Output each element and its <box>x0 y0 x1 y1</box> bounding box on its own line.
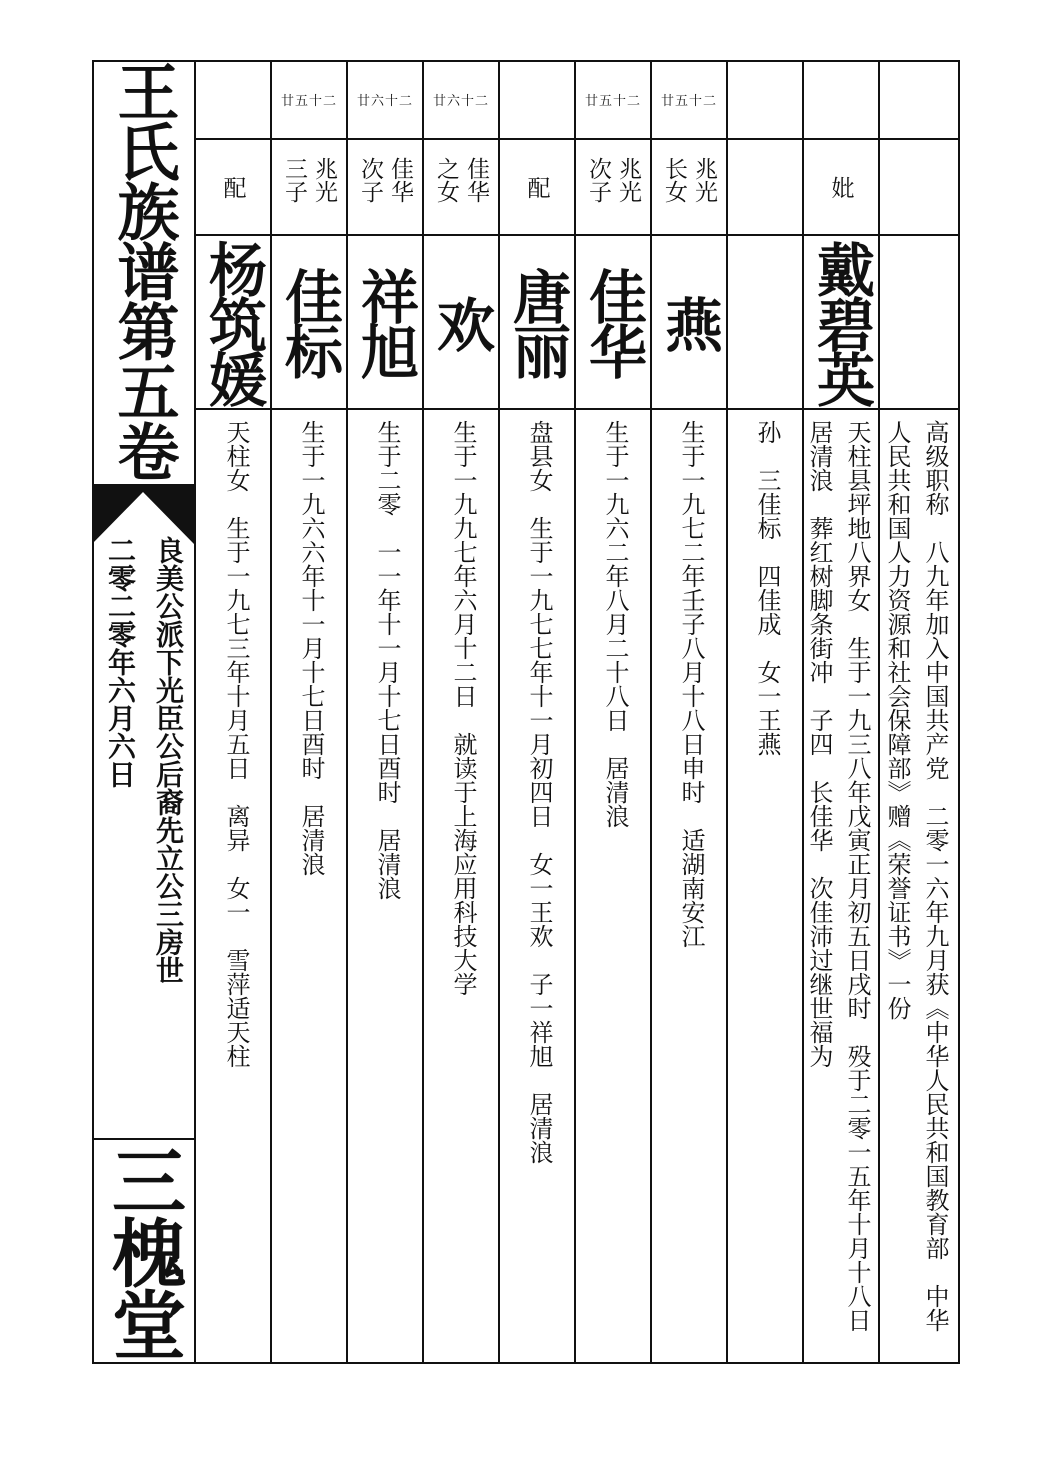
generation-cell <box>728 60 802 138</box>
relation-cell <box>728 140 802 234</box>
hall-name: 三槐堂 <box>100 1143 186 1359</box>
generation-cell <box>196 60 270 138</box>
biography-text: 盘县女 生于一九七七年十一月初四日 女一王欢 子一祥旭 居清浪 <box>525 420 553 1164</box>
relation-cell: 佳华次子 <box>357 157 413 203</box>
generation-cell <box>804 60 878 138</box>
relation-cell: 兆光长女 <box>661 157 717 203</box>
biography-text: 生于一九六二年八月二十八日 居清浪 <box>601 420 629 828</box>
biography-text: 生于二零 一一年十一月十七日酉时 居清浪 <box>373 420 401 900</box>
relation-cell: 配 <box>523 175 550 199</box>
spine-column <box>92 60 196 1362</box>
person-name-cell: 佳华 <box>579 267 647 377</box>
lineage-subtitle: 良美公派下光臣公后裔先立公三房世 <box>152 536 185 984</box>
relation-cell: 配 <box>219 175 246 199</box>
person-name-cell: 燕 <box>655 294 723 350</box>
biography-text: 生于一九六六年十一月十七日酉时 居清浪 <box>297 420 325 876</box>
biography-text: 天柱县坪地八界女 生于一九三八年戊寅正月初五日戌时 殁于二零一五年十月十八日 居清浪 葬红树脚条街冲 子四 长佳华 次佳沛过继世福为 <box>805 420 871 1356</box>
generation-cell: 廿五十二 <box>280 93 337 109</box>
compile-date: 二零二零年六月六日 <box>104 536 137 788</box>
generation-cell: 廿六十二 <box>356 93 413 109</box>
relation-cell: 兆光次子 <box>585 157 641 203</box>
person-name-cell: 唐丽 <box>503 267 571 377</box>
volume-title: 王氏族谱第五卷 <box>107 60 180 480</box>
person-name-cell: 杨筑媛 <box>199 239 267 405</box>
relation-cell: 兆光三子 <box>281 157 337 203</box>
person-name-cell <box>880 236 956 408</box>
generation-cell <box>880 60 956 138</box>
hall-divider <box>92 1138 194 1140</box>
person-name-cell <box>728 236 802 408</box>
generation-cell: 廿六十二 <box>432 93 489 109</box>
relation-cell: 佳华之女 <box>433 157 489 203</box>
person-name-cell: 佳标 <box>275 267 343 377</box>
biography-text: 天柱女 生于一九七三年十月五日 离异 女一 雪萍适天柱 <box>222 420 250 1068</box>
row-divider <box>194 408 958 410</box>
biography-text: 孙 三佳标 四佳成 女一王燕 <box>753 420 781 756</box>
biography-text: 生于一九七二年壬子八月十八日申时 适湖南安江 <box>677 420 705 948</box>
genealogy-page <box>92 60 958 1362</box>
relation-cell <box>880 140 956 234</box>
person-name-cell: 祥旭 <box>351 267 419 377</box>
biography-text: 生于一九九七年六月十二日 就读于上海应用科技大学 <box>449 420 477 996</box>
generation-cell: 廿五十二 <box>584 93 641 109</box>
biography-text: 高级职称 八九年加入中国共产党 二零一六年九月获《中华人民共和国教育部 中华人民共和国人力资源和社会保障部》赠《荣誉证书》一份 <box>883 420 949 1332</box>
person-name-cell: 戴碧英 <box>807 239 875 405</box>
person-name-cell: 欢 <box>427 294 495 350</box>
generation-cell <box>500 60 574 138</box>
relation-cell: 妣 <box>827 175 854 199</box>
generation-cell: 廿五十二 <box>660 93 717 109</box>
